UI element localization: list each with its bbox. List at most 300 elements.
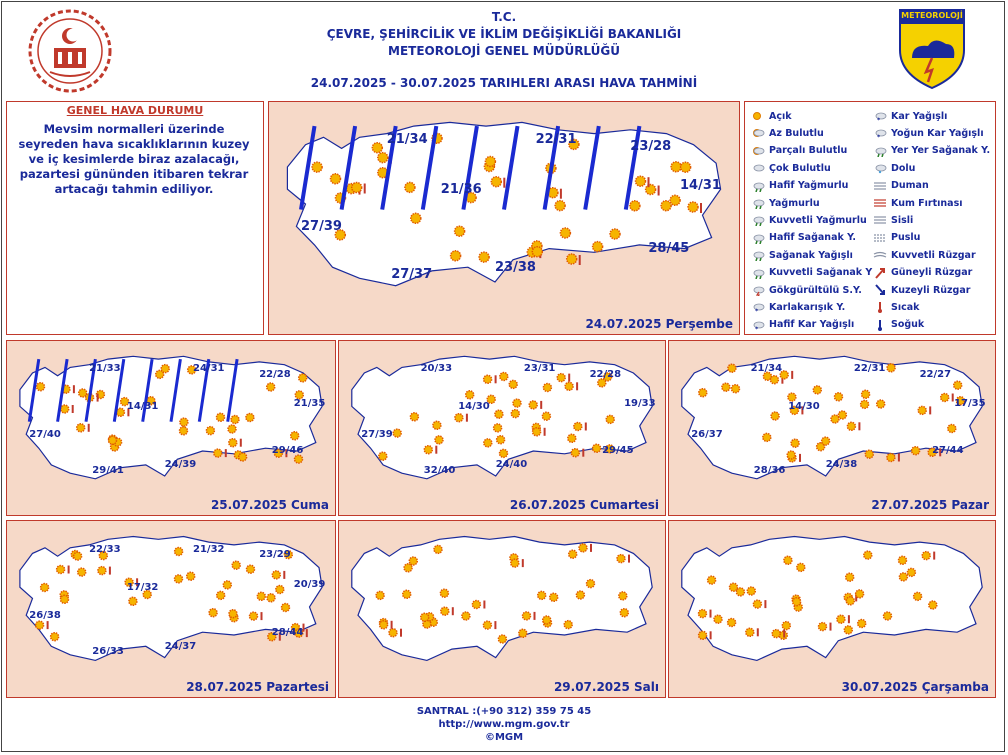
temperature-label: 23/28 <box>630 139 672 155</box>
sun-icon <box>410 413 418 421</box>
temperature-label: 29/46 <box>271 445 304 457</box>
sun-icon <box>405 182 415 192</box>
sun-icon <box>331 174 341 184</box>
south-wind-arrow-icon <box>873 267 887 279</box>
scattered-shower-icon <box>873 145 887 157</box>
hot-thermometer-icon <box>710 610 712 618</box>
general-weather-text: Mevsim normalleri üzerinde seyreden hava sıcaklıklarının kuzey ve iç kesimlerde biraz azalacağı, pazartesi gününden itibaren tekrar artacağı tahmin ediliyor. <box>18 122 250 196</box>
svg-text:*: * <box>877 134 881 140</box>
sun-icon <box>787 451 795 459</box>
temperature-label: 20/39 <box>293 578 326 590</box>
legend-label: Karlakarışık Y. <box>769 301 846 313</box>
sun-icon <box>606 415 614 423</box>
sun-icon <box>229 439 237 447</box>
legend-item <box>873 195 962 211</box>
hot-thermometer-icon <box>933 552 935 560</box>
temperature-label: 27/39 <box>301 218 342 234</box>
sun-icon <box>532 247 542 257</box>
legend-label: Güneyli Rüzgar <box>891 267 973 279</box>
sun-icon <box>557 374 565 382</box>
legend-label: Gökgürültülü S.Y. <box>769 284 862 296</box>
svg-text:*: * <box>877 117 881 122</box>
sun-icon <box>217 413 225 421</box>
sun-icon <box>433 421 441 429</box>
sun-icon <box>813 386 821 394</box>
hot-thermometer-icon <box>72 405 74 413</box>
map-day6 <box>338 520 666 698</box>
temperature-label: 27/40 <box>29 428 61 440</box>
sun-icon <box>455 414 463 422</box>
sun-icon <box>175 575 183 583</box>
hot-thermometer-icon <box>590 544 592 552</box>
temperature-label: 24/38 <box>825 459 858 471</box>
temperature-label: 27/37 <box>391 267 433 283</box>
sun-icon <box>617 555 625 563</box>
sun-icon <box>393 429 401 437</box>
cold-thermometer-icon <box>873 319 887 331</box>
map-caption: 25.07.2025 Cuma <box>210 498 329 512</box>
sun-icon <box>36 621 44 629</box>
header-directorate: METEOROLOJİ GENEL MÜDÜRLÜĞÜ <box>388 44 620 58</box>
sun-icon <box>714 615 722 623</box>
map-day2 <box>6 340 336 516</box>
legend-label: Sisli <box>891 214 914 226</box>
sun-icon <box>671 162 681 172</box>
sun-icon <box>929 601 937 609</box>
sun-icon <box>560 228 570 238</box>
sun-icon <box>217 591 225 599</box>
turkey-map <box>669 521 995 697</box>
sun-icon <box>771 412 779 420</box>
temperature-label: 19/33 <box>624 398 656 410</box>
hot-thermometer-icon <box>791 371 793 379</box>
temperature-label: 22/31 <box>853 363 886 375</box>
sun-icon <box>424 446 432 454</box>
sun-icon <box>57 566 65 574</box>
sun-icon <box>941 394 949 402</box>
sun-icon <box>267 383 275 391</box>
hot-thermometer-icon <box>710 631 712 639</box>
sun-icon <box>564 621 572 629</box>
light-rain-icon <box>751 180 765 192</box>
sun-icon <box>276 586 284 594</box>
sun-icon <box>914 592 922 600</box>
temperature-label: 21/34 <box>386 131 428 147</box>
sun-icon <box>41 584 49 592</box>
sun-icon <box>598 379 606 387</box>
temperature-label: 21/32 <box>193 543 225 555</box>
sun-icon <box>98 567 106 575</box>
sun-icon <box>838 411 846 419</box>
legend-item <box>751 212 867 228</box>
sun-icon <box>472 601 480 609</box>
sun-icon <box>948 425 956 433</box>
hot-thermometer-icon <box>540 401 542 409</box>
sun-icon <box>519 629 527 637</box>
sun-icon <box>411 213 421 223</box>
sun-icon <box>379 452 387 460</box>
sun-icon <box>523 612 531 620</box>
legend-item <box>751 299 845 315</box>
temperature-label: 29/41 <box>92 464 124 476</box>
sun-icon <box>865 450 873 458</box>
sun-icon <box>661 201 671 211</box>
sun-icon <box>246 414 254 422</box>
legend-label: Kuzeyli Rüzgar <box>891 284 971 296</box>
hot-thermometer-icon <box>858 422 860 430</box>
sun-icon <box>837 615 845 623</box>
sun-icon <box>491 177 501 187</box>
sun-icon <box>784 556 792 564</box>
temperature-label: 17/35 <box>954 398 986 410</box>
hot-thermometer-icon <box>494 621 496 629</box>
hot-thermometer-icon <box>799 454 801 462</box>
legend-item <box>873 230 920 246</box>
shower-icon <box>751 249 765 261</box>
map-day1 <box>268 101 740 335</box>
sun-icon <box>846 597 854 605</box>
hot-thermometer-icon <box>88 424 90 432</box>
hot-thermometer-icon <box>700 203 702 213</box>
turkey-map <box>339 521 665 697</box>
temperature-label: 29/45 <box>602 445 634 457</box>
temperature-label: 28/45 <box>648 241 690 257</box>
sun-icon <box>247 565 255 573</box>
sun-icon <box>620 609 628 617</box>
sun-icon <box>907 568 915 576</box>
hot-thermometer-icon <box>522 559 524 567</box>
sun-icon <box>441 607 449 615</box>
strong-wind-icon <box>873 249 887 261</box>
legend-item <box>751 195 820 211</box>
temperature-label: 28/36 <box>753 464 786 476</box>
sun-icon <box>571 449 579 457</box>
legend-label: Sağanak Yağışlı <box>769 249 853 261</box>
rain-icon <box>751 197 765 209</box>
hot-thermometer-icon <box>568 374 570 382</box>
sun-icon <box>746 628 754 636</box>
map-day3 <box>338 340 666 516</box>
fog-icon <box>873 214 887 226</box>
map-caption: 24.07.2025 Perşembe <box>585 317 733 331</box>
sun-icon <box>579 544 587 552</box>
sun-icon <box>688 202 698 212</box>
sun-icon <box>272 571 280 579</box>
sun-icon <box>497 436 505 444</box>
sun-icon <box>74 552 82 560</box>
temperature-label: 23/29 <box>259 549 291 561</box>
temperature-label: 24/31 <box>193 363 225 375</box>
legend-label: Hafif Yağmurlu <box>769 180 849 192</box>
sun-icon <box>543 616 551 624</box>
sun-icon <box>681 162 691 172</box>
sun-icon <box>485 157 495 167</box>
sun-icon <box>587 580 595 588</box>
hot-thermometer-icon <box>503 178 505 188</box>
sun-icon <box>380 621 388 629</box>
temperature-label: 20/33 <box>420 363 453 375</box>
sun-icon <box>844 626 852 634</box>
sun-icon <box>819 623 827 631</box>
sun-icon <box>550 593 558 601</box>
sun-icon <box>847 422 855 430</box>
snow-icon <box>873 110 887 122</box>
sun-icon <box>494 424 502 432</box>
sun-icon <box>574 423 582 431</box>
sun-icon <box>109 436 117 444</box>
hot-thermometer-icon <box>68 566 70 574</box>
legend-label: Hafif Kar Yağışlı <box>769 319 855 331</box>
legend-item <box>873 108 947 124</box>
temperature-label: 24/39 <box>164 459 197 471</box>
sun-icon <box>569 550 577 558</box>
sun-icon <box>180 418 188 426</box>
map-caption: 26.07.2025 Cumartesi <box>509 498 659 512</box>
svg-text:*: * <box>755 325 759 331</box>
sun-icon <box>835 393 843 401</box>
legend-label: Yoğun Kar Yağışlı <box>891 127 984 139</box>
sun-icon <box>455 226 465 236</box>
sun-icon <box>846 573 854 581</box>
hot-thermometer-icon <box>544 428 546 436</box>
sun-icon <box>899 573 907 581</box>
legend-item <box>873 317 924 333</box>
sun-icon <box>403 590 411 598</box>
sun-icon <box>352 183 362 193</box>
hot-thermometer-icon <box>73 385 75 393</box>
sun-icon <box>568 434 576 442</box>
sun-icon <box>708 576 716 584</box>
sun-icon <box>409 557 417 565</box>
sun-icon <box>699 631 707 639</box>
hot-thermometer-icon <box>560 189 562 199</box>
sun-icon <box>78 568 86 576</box>
sun-icon <box>440 589 448 597</box>
sun-icon <box>231 416 239 424</box>
legend-item <box>873 143 990 159</box>
sun-icon <box>223 581 231 589</box>
legend-item <box>873 160 915 176</box>
sun-icon <box>291 432 299 440</box>
hot-thermometer-icon <box>579 255 581 265</box>
legend-item <box>751 125 824 141</box>
sun-icon <box>922 552 930 560</box>
sun-icon <box>619 592 627 600</box>
sun-icon <box>498 635 506 643</box>
sun-icon <box>511 410 519 418</box>
sun-icon <box>884 612 892 620</box>
sun-icon <box>533 428 541 436</box>
map-day7 <box>668 520 996 698</box>
hot-thermometer-icon <box>757 628 759 636</box>
hot-thermometer-icon <box>534 612 536 620</box>
sun-icon <box>858 620 866 628</box>
sun-icon <box>954 381 962 389</box>
temperature-label: 14/30 <box>458 400 490 412</box>
sun-icon <box>646 185 656 195</box>
north-wind-arrow-icon <box>873 284 887 296</box>
hot-thermometer-icon <box>306 629 308 637</box>
light-snow-icon <box>751 319 765 331</box>
sun-icon <box>788 393 796 401</box>
sun-icon <box>630 201 640 211</box>
hot-thermometer-icon <box>109 567 111 575</box>
sun-icon <box>862 390 870 398</box>
sun-icon <box>732 385 740 393</box>
hot-thermometer-icon <box>582 449 584 457</box>
legend-item <box>751 178 848 194</box>
sun-icon <box>451 251 461 261</box>
sun-icon <box>312 162 322 172</box>
sun-icon <box>509 380 517 388</box>
sun-icon <box>372 143 382 153</box>
legend-label: Soğuk <box>891 319 925 331</box>
temperature-label: 14/30 <box>788 400 820 412</box>
hot-thermometer-icon <box>283 571 285 579</box>
sun-icon <box>209 609 217 617</box>
sun-icon <box>529 401 537 409</box>
temperature-label: 22/31 <box>535 131 577 147</box>
sun-icon <box>484 375 492 383</box>
sun-icon <box>763 433 771 441</box>
legend-item <box>873 178 929 194</box>
sun-icon <box>500 373 508 381</box>
header-date-range: 24.07.2025 - 30.07.2025 TARIHLERI ARASI HAVA TAHMİNİ <box>310 76 698 90</box>
temperature-label: 14/31 <box>126 400 159 412</box>
hot-thermometer-icon <box>97 394 99 402</box>
footer-copyright: ©MGM <box>484 732 524 743</box>
sun-icon <box>772 630 780 638</box>
legend-item <box>751 160 831 176</box>
sun-icon <box>434 545 442 553</box>
footer-url[interactable]: http://www.mgm.gov.tr <box>438 719 570 730</box>
hot-thermometer-icon <box>898 454 900 462</box>
legend-label: Çok Bulutlu <box>769 162 831 174</box>
sun-icon <box>542 412 550 420</box>
sun-icon <box>699 610 707 618</box>
sun-icon <box>61 405 69 413</box>
sun-icon <box>214 449 222 457</box>
sun-icon <box>722 383 730 391</box>
legend-item <box>873 125 984 141</box>
sun-icon <box>747 587 755 595</box>
hot-thermometer-icon <box>225 449 227 457</box>
sun-icon <box>576 591 584 599</box>
sun-icon <box>728 619 736 627</box>
legend-label: Hafif Sağanak Y. <box>769 232 857 244</box>
map-caption: 27.07.2025 Pazar <box>871 498 989 512</box>
sun-icon <box>636 176 646 186</box>
legend-label: Kuvvetli Sağanak Y <box>769 267 873 279</box>
sun-icon <box>567 254 577 264</box>
legend-item <box>873 247 976 263</box>
sun-icon <box>389 629 397 637</box>
legend-item <box>751 317 854 333</box>
sun-icon <box>239 453 247 461</box>
sun-icon <box>466 391 474 399</box>
sun-icon <box>751 110 765 122</box>
smoke-icon <box>873 180 887 192</box>
temperature-label: 26/37 <box>691 428 723 440</box>
sun-icon <box>555 201 565 211</box>
legend-item <box>751 230 856 246</box>
sun-icon <box>699 389 707 397</box>
hot-thermometer-icon <box>576 382 578 390</box>
hail-icon <box>873 162 887 174</box>
sun-icon <box>856 590 864 598</box>
temperature-label: 27/39 <box>361 428 393 440</box>
sun-icon <box>483 621 491 629</box>
legend-label: Az Bulutlu <box>769 127 824 139</box>
legend-label: Yer Yer Sağanak Y. <box>891 145 991 157</box>
sun-icon <box>378 153 388 163</box>
sun-icon <box>770 376 778 384</box>
hot-thermometer-icon <box>783 630 785 638</box>
legend-item <box>873 212 913 228</box>
sun-icon <box>511 559 519 567</box>
temperature-label: 21/35 <box>293 398 326 410</box>
sun-icon <box>299 374 307 382</box>
hot-thermometer-icon <box>658 186 660 196</box>
legend-label: Dolu <box>891 162 916 174</box>
sun-icon <box>129 597 137 605</box>
temperature-label: 24/37 <box>164 640 197 652</box>
legend-item <box>751 108 792 124</box>
temperature-label: 23/31 <box>523 363 556 375</box>
legend-label: Yağmurlu <box>769 197 820 209</box>
hot-thermometer-icon <box>240 439 242 447</box>
thunderstorm-icon <box>751 284 765 296</box>
map-day5 <box>6 520 336 698</box>
sun-icon <box>500 449 508 457</box>
sun-icon <box>282 604 290 612</box>
sun-icon <box>918 406 926 414</box>
sun-icon <box>250 612 258 620</box>
footer-phone: SANTRAL :(+90 312) 359 75 45 <box>416 706 592 717</box>
legend-label: Duman <box>891 180 929 192</box>
hot-thermometer-icon <box>391 621 393 629</box>
header-ministry: ÇEVRE, ŞEHİRCİLİK VE İKLİM DEĞİŞİKLİĞİ BAKANLIĞI <box>326 27 682 41</box>
legend-item <box>751 282 862 298</box>
sun-icon <box>864 551 872 559</box>
sun-icon <box>232 561 240 569</box>
hot-thermometer-icon <box>628 555 630 563</box>
cloud-icon <box>751 162 765 174</box>
sun-icon <box>565 382 573 390</box>
general-weather-title: GENEL HAVA DURUMU <box>66 104 204 117</box>
legend-label: Kum Fırtınası <box>891 197 963 209</box>
hot-thermometer-icon <box>47 621 49 629</box>
header-tc: T.C. <box>491 10 517 24</box>
sun-icon <box>51 633 59 641</box>
hot-thermometer-icon <box>261 612 263 620</box>
sun-icon <box>887 454 895 462</box>
temperature-label: 28/44 <box>271 626 304 638</box>
sun-icon <box>861 400 869 408</box>
sun-icon <box>782 622 790 630</box>
legend-label: Kar Yağışlı <box>891 110 948 122</box>
temperature-label: 21/34 <box>750 363 783 375</box>
sun-icon <box>912 447 920 455</box>
temperature-label: 21/36 <box>440 181 482 197</box>
sun-icon <box>736 588 744 596</box>
sun-icon <box>791 439 799 447</box>
hot-thermometer-icon <box>848 615 850 623</box>
sun-icon <box>797 563 805 571</box>
temperature-label: 23/38 <box>495 259 536 275</box>
light-shower-icon <box>751 232 765 244</box>
hot-thermometer-icon <box>364 184 366 194</box>
